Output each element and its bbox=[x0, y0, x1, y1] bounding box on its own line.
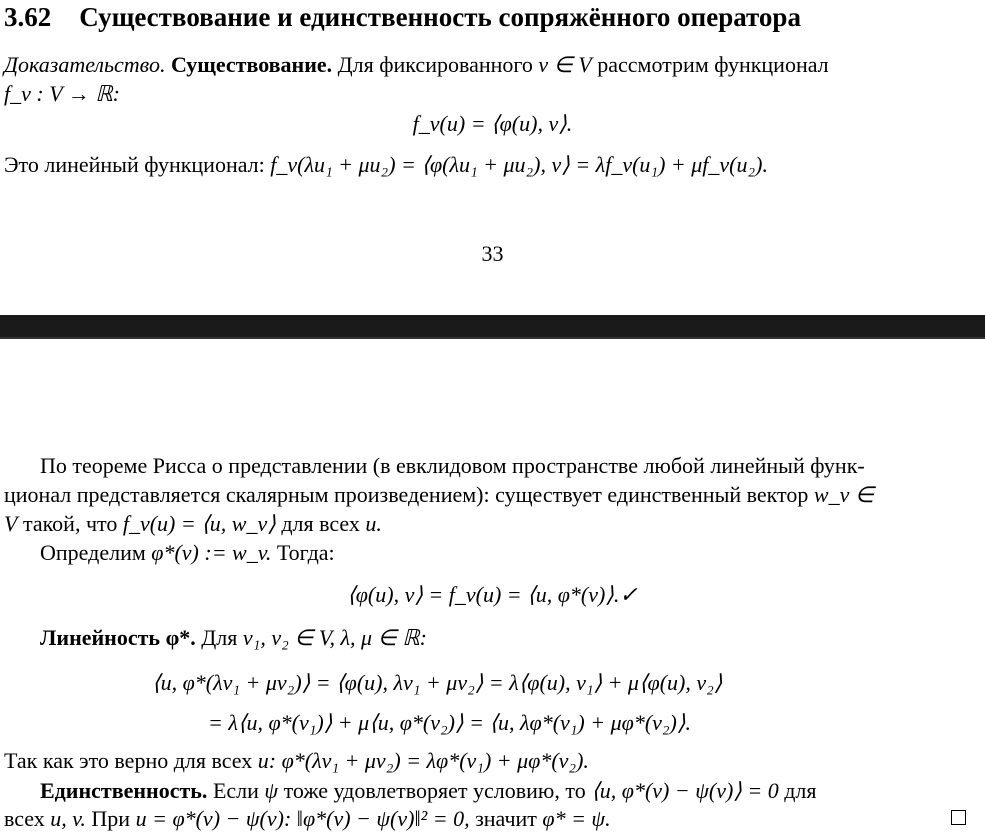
upper-page bbox=[0, 0, 985, 315]
riesz-line-3-text-a: такой, что bbox=[22, 511, 118, 536]
riesz-line-2-text: ционал представляется скалярным произведением): существует единственный вектор bbox=[4, 482, 809, 507]
qed-square-icon bbox=[951, 810, 966, 825]
final-line bbox=[4, 806, 611, 832]
since-math: u: φ*(λv₁ + μv₂) = λφ*(v₁) + μφ*(v₂). bbox=[257, 748, 589, 773]
equation-linearity-b: = λ⟨u, φ*(v₁)⟩ + μ⟨u, φ*(v₂)⟩ = ⟨u, λφ*(v₁) + μφ*(v₂)⟩. bbox=[208, 710, 691, 735]
section-title: Существование и единственность сопряжённого оператора bbox=[79, 2, 801, 32]
define-text: Определим bbox=[40, 540, 146, 565]
linear-prefix: Это линейный функционал: bbox=[4, 152, 265, 177]
linearity-math: v₁, v₂ ∈ V, λ, μ ∈ ℝ: bbox=[242, 625, 427, 650]
riesz-line-3-math-b: f_v(u) = ⟨u, w_v⟩ bbox=[122, 511, 276, 536]
linearity-heading: Линейность φ*. bbox=[40, 625, 196, 650]
linearity-text: Для bbox=[201, 625, 238, 650]
proof-intro-line bbox=[4, 52, 829, 78]
final-math-1: u, v. bbox=[50, 806, 86, 831]
intro-math: v ∈ V bbox=[538, 52, 592, 77]
define-line bbox=[40, 540, 335, 566]
since-text: Так как это верно для всех bbox=[4, 748, 253, 773]
define-math: φ*(v) := w_v. bbox=[151, 540, 272, 565]
final-text-1: всех bbox=[4, 806, 45, 831]
page-number: 33 bbox=[481, 241, 504, 266]
uniqueness-text-1: Если bbox=[212, 778, 259, 803]
final-math-3: φ* = ψ. bbox=[542, 806, 611, 831]
section-number: 3.62 bbox=[4, 2, 52, 32]
section-heading bbox=[4, 2, 801, 33]
uniqueness-math-2: ⟨u, φ*(v) − ψ(v)⟩ = 0 bbox=[591, 778, 779, 803]
equation-linearity-a: ⟨u, φ*(λv₁ + μv₂)⟩ = ⟨φ(u), λv₁ + μv₂⟩ = λ⟨φ(u), v₁⟩ + μ⟨φ(u), v₂⟩ bbox=[152, 670, 723, 695]
intro-tail: рассмотрим функционал bbox=[597, 52, 829, 77]
define-tail: Тогда: bbox=[276, 540, 335, 565]
riesz-line-1: По теореме Рисса о представлении (в евклидовом пространстве любой линейный функ- bbox=[40, 453, 865, 478]
riesz-line-2 bbox=[4, 482, 874, 508]
uniqueness-text-2: тоже удовлетворяет условию, то bbox=[283, 778, 586, 803]
uniqueness-line bbox=[40, 778, 817, 804]
equation-fv: f_v(u) = ⟨φ(u), v⟩. bbox=[412, 111, 573, 136]
uniqueness-math-1: ψ bbox=[264, 778, 279, 803]
functional-definition: f_v : V → ℝ: bbox=[4, 81, 120, 106]
riesz-line-3-math-a: V bbox=[4, 511, 18, 536]
equation-adjoint: ⟨φ(u), v⟩ = f_v(u) = ⟨u, φ*(v)⟩.✓ bbox=[347, 582, 638, 607]
linear-math: f_v(λu₁ + μu₂) = ⟨φ(λu₁ + μu₂), v⟩ = λf_v(u₁) + μf_v(u₂). bbox=[270, 152, 768, 177]
linearity-line bbox=[40, 625, 427, 651]
riesz-line-3-text-b: для всех bbox=[281, 511, 360, 536]
riesz-line-3 bbox=[4, 511, 382, 537]
final-text-2: При bbox=[91, 806, 131, 831]
uniqueness-text-3: для bbox=[784, 778, 817, 803]
intro-text: Для фиксированного bbox=[337, 52, 533, 77]
linearity-statement bbox=[4, 152, 768, 178]
page-break-divider bbox=[0, 315, 985, 339]
since-line bbox=[4, 748, 589, 774]
final-math-2: u = φ*(v) − ψ(v): ‖φ*(v) − ψ(v)‖² = 0, bbox=[135, 806, 470, 831]
riesz-line-2-math: w_v ∈ bbox=[813, 482, 874, 507]
riesz-line-3-math-c: u. bbox=[365, 511, 382, 536]
existence-heading: Существование. bbox=[170, 52, 333, 77]
proof-label: Доказательство. bbox=[4, 52, 166, 77]
uniqueness-heading: Единственность. bbox=[40, 778, 208, 803]
final-text-3: значит bbox=[475, 806, 537, 831]
